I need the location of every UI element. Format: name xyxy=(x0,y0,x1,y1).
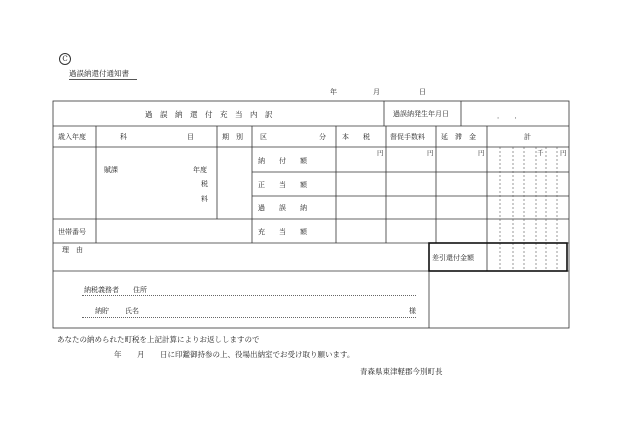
subject-fiscal-year: 年度 xyxy=(193,166,207,174)
unit-thousand-total: 千 xyxy=(537,149,544,157)
obligor-label: 納税義務者 xyxy=(84,286,119,294)
col-delinquency: 延 滞 金 xyxy=(441,133,476,141)
household-number-label: 世帯番号 xyxy=(58,228,86,236)
occurrence-date-label: 過誤納発生年月日 xyxy=(393,110,449,118)
unit-yen-principal: 円 xyxy=(377,149,384,157)
category-paid-amount: 納 付 額 xyxy=(258,157,307,165)
breakdown-title: 過 誤 納 還 付 充 当 内 訳 xyxy=(145,110,273,119)
date-year-label: 年 xyxy=(330,88,337,96)
col-principal: 本 税 xyxy=(342,133,370,141)
date-day-label: 日 xyxy=(419,88,426,96)
unit-yen-fee: 円 xyxy=(427,149,434,157)
col-total: 計 xyxy=(524,133,531,141)
form-outer-border xyxy=(53,101,569,328)
subject-tax: 税 xyxy=(201,180,208,188)
category-applied-amount: 充 当 額 xyxy=(258,228,307,236)
instruction-month: 月 xyxy=(137,350,145,359)
issuer-name: 青森県東津軽郡今別町長 xyxy=(360,367,443,376)
occurrence-date-value: ． ． xyxy=(497,112,522,120)
col-subject-ka: 科 xyxy=(120,133,127,141)
col-period: 期 別 xyxy=(222,133,243,141)
subject-taxation: 賦課 xyxy=(104,166,118,174)
col-fiscal-year: 歳入年度 xyxy=(58,133,86,141)
instruction-text: 日に印鑑御持参の上、役場出納室でお受け取り願います。 xyxy=(160,350,355,359)
name-line xyxy=(82,317,416,318)
col-category-bun: 分 xyxy=(319,133,326,141)
col-subject-moku: 目 xyxy=(187,133,194,141)
net-refund-label: 差引還付金額 xyxy=(432,254,474,262)
unit-yen-delinquency: 円 xyxy=(478,149,485,157)
copy-mark: C xyxy=(59,53,71,65)
address-line xyxy=(82,295,416,296)
category-overpaid-amount: 過 誤 納 xyxy=(258,204,307,212)
name-label: 氏名 xyxy=(125,307,139,315)
honorific-label: 様 xyxy=(409,307,416,315)
payer-label: 納貯 xyxy=(95,307,109,315)
col-category-ku: 区 xyxy=(260,133,267,141)
category-proper-amount: 正 当 額 xyxy=(258,181,307,189)
reason-label: 理 由 xyxy=(62,246,83,254)
notice-text: あなたの納められた町税を上記計算によりお返ししますので xyxy=(57,335,260,344)
unit-yen-total: 円 xyxy=(560,149,567,157)
document-title: 過誤納還付通知書 xyxy=(69,69,129,78)
address-label: 住所 xyxy=(133,286,147,294)
subject-fee: 料 xyxy=(201,195,208,203)
col-fee: 督促手数料 xyxy=(390,133,425,141)
date-month-label: 月 xyxy=(373,88,380,96)
instruction-year: 年 xyxy=(114,350,122,359)
